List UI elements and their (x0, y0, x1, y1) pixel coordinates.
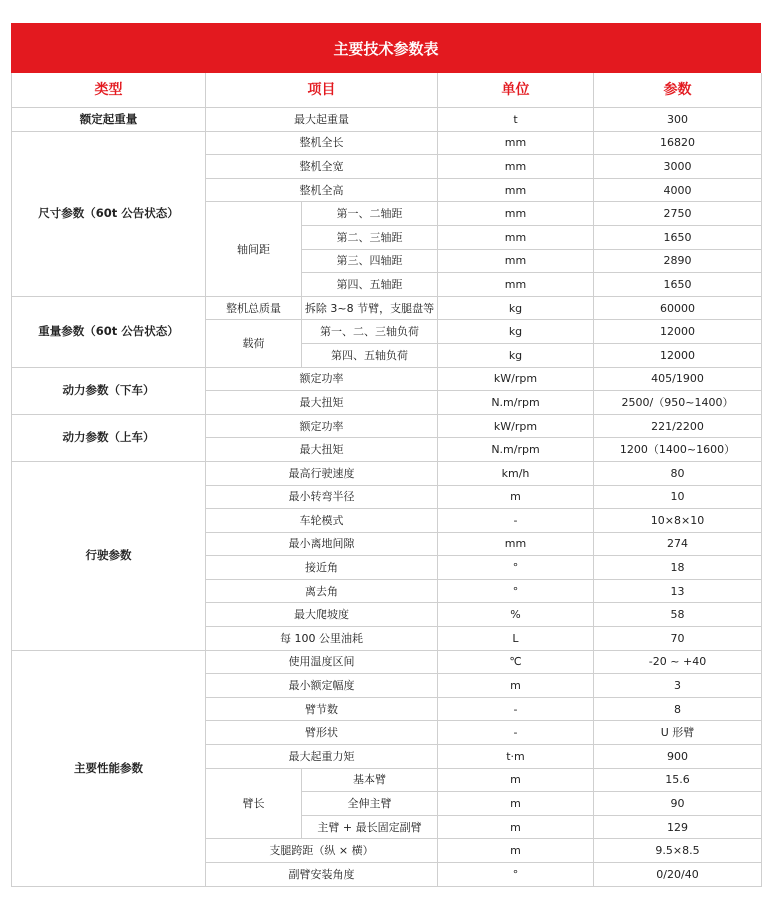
unit-cell: m (438, 815, 594, 839)
item-cell: 最大爬坡度 (206, 603, 438, 627)
value-cell: 60000 (594, 296, 762, 320)
item-cell: 最大扭矩 (206, 391, 438, 415)
value-cell: 9.5×8.5 (594, 839, 762, 863)
spec-table (11, 73, 762, 887)
unit-cell: mm (438, 532, 594, 556)
value-cell: 18 (594, 556, 762, 580)
category-cell: 动力参数（下车） (12, 367, 206, 414)
unit-cell: % (438, 603, 594, 627)
value-cell: 1650 (594, 273, 762, 297)
value-cell: 16820 (594, 131, 762, 155)
item-cell: 全伸主臂 (302, 792, 438, 816)
item-cell: 整机全高 (206, 178, 438, 202)
category-cell: 重量参数（60t 公告状态） (12, 296, 206, 367)
unit-cell: t (438, 108, 594, 132)
unit-cell: ℃ (438, 650, 594, 674)
unit-cell: m (438, 674, 594, 698)
header-param: 参数 (594, 73, 762, 108)
value-cell: 221/2200 (594, 414, 762, 438)
category-cell: 动力参数（上车） (12, 414, 206, 461)
table-row (12, 414, 762, 438)
unit-cell: mm (438, 155, 594, 179)
item-cell: 整机全宽 (206, 155, 438, 179)
unit-cell: mm (438, 273, 594, 297)
unit-cell: kg (438, 296, 594, 320)
item-cell: 离去角 (206, 579, 438, 603)
unit-cell: N.m/rpm (438, 391, 594, 415)
value-cell: 3000 (594, 155, 762, 179)
value-cell: 1650 (594, 225, 762, 249)
item-cell: 支腿跨距（纵 × 横） (206, 839, 438, 863)
item-cell: 最大起重力矩 (206, 745, 438, 769)
unit-cell: ° (438, 863, 594, 887)
item-cell: 最大扭矩 (206, 438, 438, 462)
item-cell: 第四、五轴负荷 (302, 343, 438, 367)
unit-cell: m (438, 768, 594, 792)
value-cell: 1200（1400~1600） (594, 438, 762, 462)
unit-cell: kg (438, 343, 594, 367)
group-cell: 整机总质量 (206, 296, 302, 320)
value-cell: 2750 (594, 202, 762, 226)
item-cell: 第一、二轴距 (302, 202, 438, 226)
item-cell: 额定功率 (206, 367, 438, 391)
item-cell: 主臂 + 最长固定副臂 (302, 815, 438, 839)
value-cell: 12000 (594, 320, 762, 344)
value-cell: 8 (594, 697, 762, 721)
unit-cell: t·m (438, 745, 594, 769)
item-cell: 基本臂 (302, 768, 438, 792)
group-cell: 载荷 (206, 320, 302, 367)
item-cell: 第三、四轴距 (302, 249, 438, 273)
unit-cell: mm (438, 225, 594, 249)
table-row (12, 131, 762, 155)
item-cell: 第一、二、三轴负荷 (302, 320, 438, 344)
item-cell: 接近角 (206, 556, 438, 580)
item-cell: 副臂安装角度 (206, 863, 438, 887)
unit-cell: km/h (438, 461, 594, 485)
header-type: 类型 (12, 73, 206, 108)
category-cell: 行驶参数 (12, 461, 206, 650)
header-item: 项目 (206, 73, 438, 108)
unit-cell: N.m/rpm (438, 438, 594, 462)
unit-cell: mm (438, 202, 594, 226)
spec-sheet (11, 23, 761, 887)
value-cell: -20 ~ +40 (594, 650, 762, 674)
item-cell: 车轮模式 (206, 509, 438, 533)
item-cell: 臂节数 (206, 697, 438, 721)
value-cell: 13 (594, 579, 762, 603)
value-cell: 129 (594, 815, 762, 839)
unit-cell: ° (438, 556, 594, 580)
item-cell: 最小额定幅度 (206, 674, 438, 698)
unit-cell: mm (438, 249, 594, 273)
unit-cell: - (438, 697, 594, 721)
value-cell: 405/1900 (594, 367, 762, 391)
item-cell: 使用温度区间 (206, 650, 438, 674)
value-cell: 4000 (594, 178, 762, 202)
item-cell: 额定功率 (206, 414, 438, 438)
value-cell: 15.6 (594, 768, 762, 792)
item-cell: 拆除 3~8 节臂，支腿盘等 (302, 296, 438, 320)
unit-cell: ° (438, 579, 594, 603)
unit-cell: m (438, 839, 594, 863)
table-row (12, 108, 762, 132)
table-row (12, 461, 762, 485)
value-cell: 900 (594, 745, 762, 769)
item-cell: 最高行驶速度 (206, 461, 438, 485)
value-cell: 90 (594, 792, 762, 816)
item-cell: 第四、五轴距 (302, 273, 438, 297)
value-cell: 58 (594, 603, 762, 627)
unit-cell: m (438, 485, 594, 509)
item-cell: 最小离地间隙 (206, 532, 438, 556)
value-cell: 0/20/40 (594, 863, 762, 887)
item-cell: 整机全长 (206, 131, 438, 155)
item-cell: 臂形状 (206, 721, 438, 745)
value-cell: 2500/（950~1400） (594, 391, 762, 415)
value-cell: 300 (594, 108, 762, 132)
value-cell: 274 (594, 532, 762, 556)
value-cell: 3 (594, 674, 762, 698)
table-row (12, 296, 762, 320)
value-cell: U 形臂 (594, 721, 762, 745)
category-cell: 主要性能参数 (12, 650, 206, 886)
table-row (12, 650, 762, 674)
unit-cell: mm (438, 178, 594, 202)
value-cell: 10×8×10 (594, 509, 762, 533)
group-cell: 轴间距 (206, 202, 302, 296)
value-cell: 2890 (594, 249, 762, 273)
unit-cell: kW/rpm (438, 414, 594, 438)
table-row (12, 367, 762, 391)
header-unit: 单位 (438, 73, 594, 108)
unit-cell: L (438, 627, 594, 651)
item-cell: 第二、三轴距 (302, 225, 438, 249)
unit-cell: - (438, 721, 594, 745)
unit-cell: kW/rpm (438, 367, 594, 391)
unit-cell: kg (438, 320, 594, 344)
unit-cell: - (438, 509, 594, 533)
value-cell: 12000 (594, 343, 762, 367)
unit-cell: mm (438, 131, 594, 155)
category-cell: 尺寸参数（60t 公告状态） (12, 131, 206, 296)
category-cell: 额定起重量 (12, 108, 206, 132)
item-cell: 每 100 公里油耗 (206, 627, 438, 651)
item-cell: 最大起重量 (206, 108, 438, 132)
item-cell: 最小转弯半径 (206, 485, 438, 509)
value-cell: 70 (594, 627, 762, 651)
group-cell: 臂长 (206, 768, 302, 839)
value-cell: 10 (594, 485, 762, 509)
header-row (12, 73, 762, 108)
unit-cell: m (438, 792, 594, 816)
value-cell: 80 (594, 461, 762, 485)
table-title: 主要技术参数表 (11, 23, 761, 73)
